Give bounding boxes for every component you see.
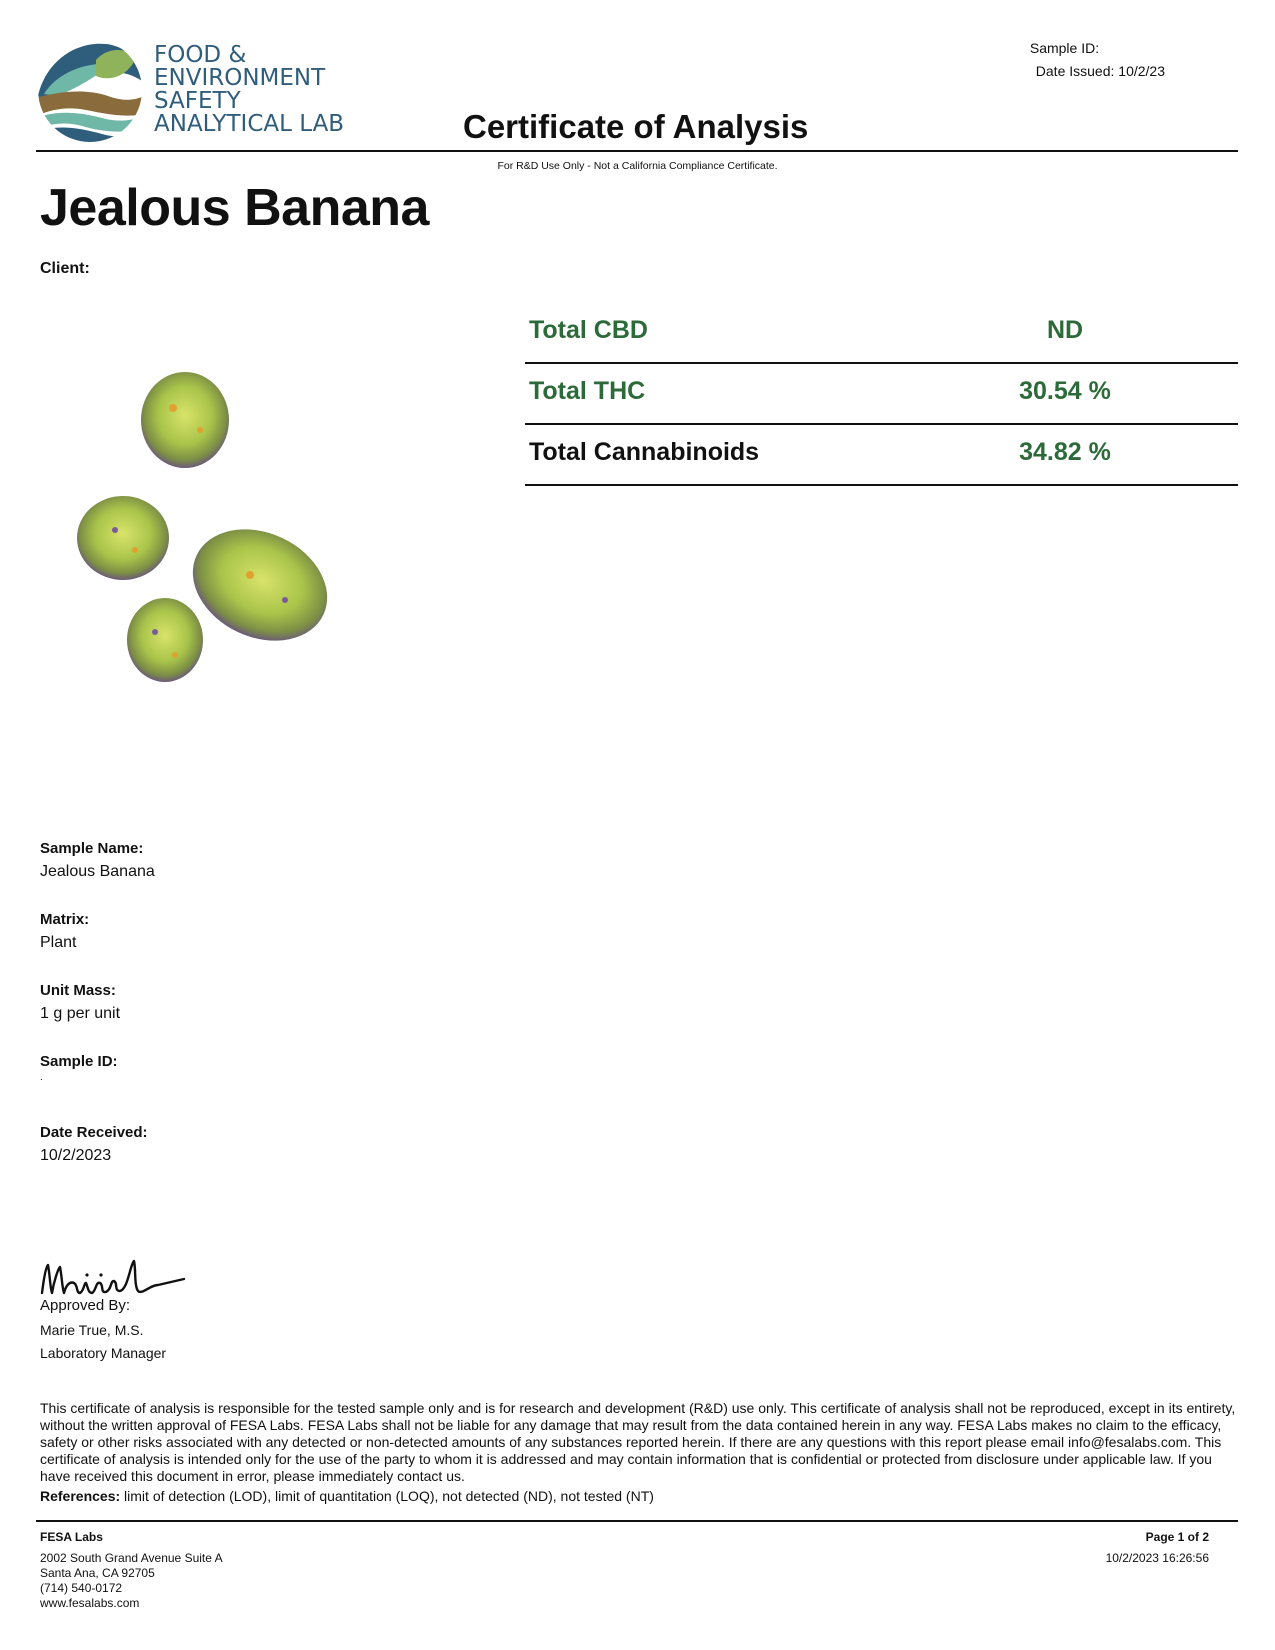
cannabis-buds-image [55, 370, 395, 740]
logo-line-2: ENVIRONMENT [154, 65, 326, 91]
matrix-value: Plant [40, 934, 77, 951]
page-number: Page 1 of 2 [1145, 1530, 1209, 1544]
references [40, 1488, 654, 1504]
summary-value: 34.82 % [1019, 438, 1111, 466]
footer-phone: (714) 540-0172 [40, 1581, 123, 1595]
sample-name-label: Sample Name: [40, 840, 144, 857]
references-label: References: [40, 1488, 121, 1504]
sample-name-value: Jealous Banana [40, 863, 155, 880]
summary-label: Total Cannabinoids [529, 438, 760, 466]
rd-note: For R&D Use Only - Not a California Compliance Certificate. [497, 160, 778, 172]
references-text: limit of detection (LOD), limit of quantitation (LOQ), not detected (ND), not tested (NT) [124, 1488, 654, 1504]
date-issued-value: 10/2/23 [1118, 63, 1165, 79]
footer-website[interactable]: www.fesalabs.com [40, 1596, 140, 1610]
footer-divider [36, 1520, 1238, 1522]
lab-logo-text [154, 44, 344, 136]
approved-by-label: Approved By: [40, 1297, 131, 1314]
product-name: Jealous Banana [40, 179, 429, 237]
sample-id-label: Sample ID: [40, 1053, 118, 1070]
disclaimer-text: This certificate of analysis is responsible for the tested sample only and is for research and development (R&D) use only. This certificate of analysis shall not be reproduced, except in its entirety, without the written approval of FESA Labs. FESA Labs shall not be liable for any damage that may result from the data contained herein in any way. FESA Labs makes no claim to the efficacy, safety or other risks associated with any detected or non-detected amounts of any substances reported herein. If there are any questions with this report please email info@fesalabs.com. This certificate of analysis is intended only for the use of the party to whom it is addressed and may contain information that is confidential or protected from disclosure under applicable law. If you have received this document in error, please immediately contact us. [40, 1400, 1236, 1484]
fesa-logo-icon [36, 36, 144, 144]
date-issued-label: Date Issued: [1035, 63, 1115, 79]
unit-mass-value: 1 g per unit [40, 1005, 121, 1022]
logo-line-1: FOOD & [154, 42, 247, 68]
summary-value: 30.54 % [1019, 377, 1111, 405]
matrix-label: Matrix: [40, 911, 90, 928]
header-sample-id-label: Sample ID: [1029, 40, 1100, 56]
date-received-label: Date Received: [40, 1124, 148, 1141]
footer-company: FESA Labs [40, 1530, 103, 1544]
footer-address-line2: Santa Ana, CA 92705 [40, 1566, 155, 1580]
approver-name: Marie True, M.S. [40, 1322, 144, 1338]
header-date-issued [1036, 63, 1165, 79]
cannabinoid-summary [525, 303, 1238, 486]
header-divider [36, 150, 1238, 152]
signature-icon [38, 1255, 188, 1303]
summary-value: ND [1046, 316, 1084, 344]
page-title: Certificate of Analysis [463, 108, 809, 145]
logo-line-4: ANALYTICAL LAB [154, 111, 345, 137]
summary-label: Total THC [529, 377, 646, 405]
logo-line-3: SAFETY [154, 88, 241, 114]
footer-address-line1: 2002 South Grand Avenue Suite A [40, 1551, 223, 1565]
summary-row-total-thc [525, 364, 1238, 425]
summary-row-total-cannabinoids [525, 425, 1238, 486]
unit-mass-label: Unit Mass: [40, 982, 116, 999]
client-label: Client: [40, 260, 90, 277]
sample-id-value: . [40, 1072, 43, 1083]
summary-label: Total CBD [529, 316, 648, 344]
header-sample-id [1030, 40, 1165, 56]
date-received-value: 10/2/2023 [40, 1147, 112, 1164]
summary-row-total-cbd [525, 303, 1238, 364]
report-timestamp: 10/2/2023 16:26:56 [1105, 1551, 1209, 1565]
approver-title: Laboratory Manager [40, 1345, 167, 1361]
